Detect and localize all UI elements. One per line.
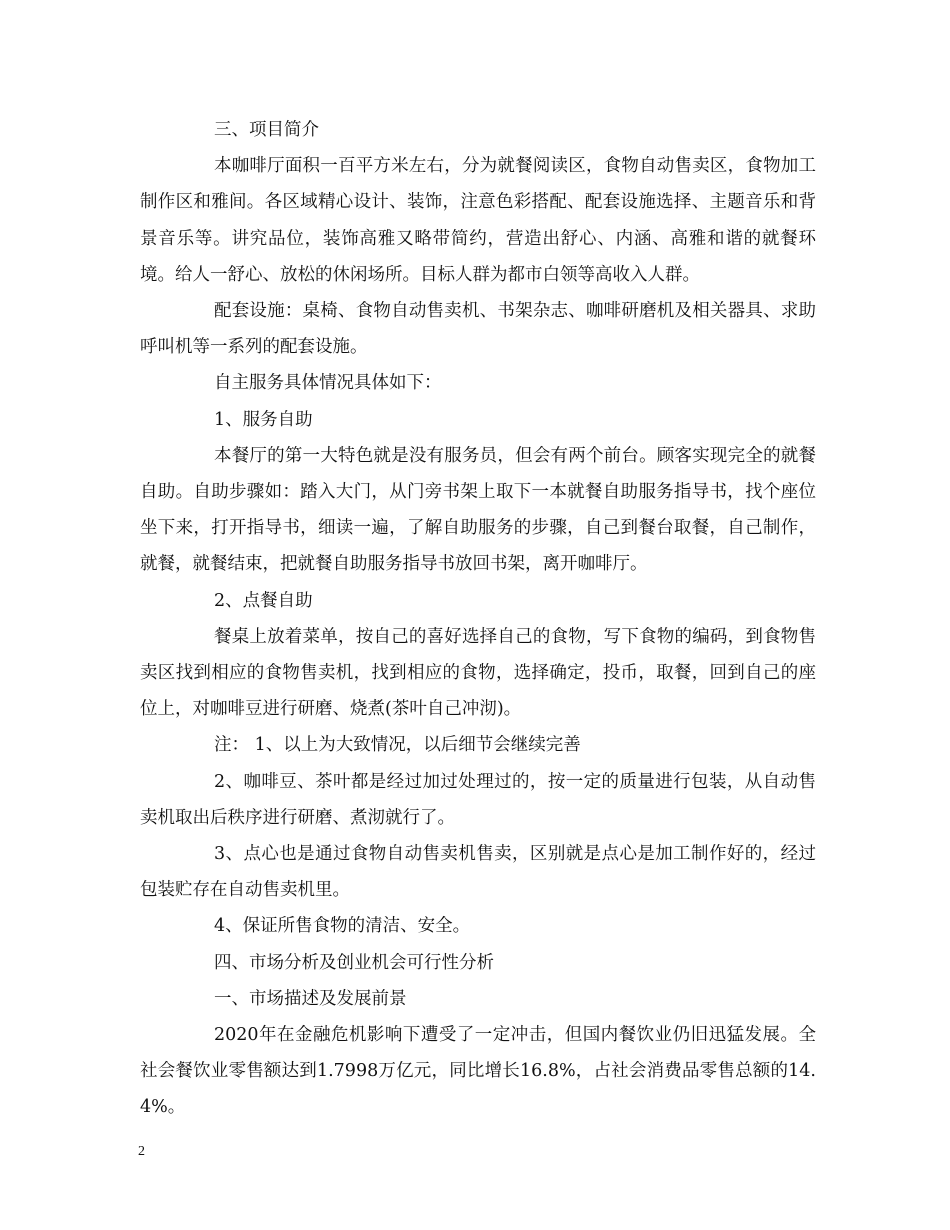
subheading-ordering-self-help: 2、点餐自助 — [214, 590, 313, 611]
paragraph-self-service-intro: 自主服务具体情况具体如下： — [214, 373, 442, 394]
note-item-4: 4、保证所售食物的清洁、安全。 — [214, 916, 471, 937]
paragraph-cafe-description: 本咖啡厅面积一百平方米左右，分为就餐阅读区，食物自动售卖区，食物加工制作区和雅间。各区域精心设计、装饰，注意色彩搭配、配套设施选择、主题音乐和背景音乐等。讲究品位，装饰高雅又略带简约，营造出舒心、内涵、高雅和谐的就餐环境。给人一舒心、放松的休闲场所。目标人群为都市白领等高收入人群。 — [140, 156, 816, 285]
paragraph-facilities: 配套设施：桌椅、食物自动售卖机、书架杂志、咖啡研磨机及相关器具、求助呼叫机等一系列的配套设施。 — [140, 301, 816, 358]
section-heading-market-analysis: 四、市场分析及创业机会可行性分析 — [214, 952, 494, 973]
subheading-service-self-help: 1、服务自助 — [214, 409, 313, 430]
section-heading-project-intro: 三、项目简介 — [214, 120, 319, 140]
paragraph-ordering-self-help: 餐桌上放着菜单，按自己的喜好选择自己的食物，写下食物的编码，到食物售卖区找到相应的食物售卖机，找到相应的食物，选择确定，投币，取餐，回到自己的座位上，对咖啡豆进行研磨、烧煮(茶叶自己冲沏)。 — [140, 626, 816, 720]
document-body — [140, 112, 816, 1126]
note-item-1: 注： 1、以上为大致情况，以后细节会继续完善 — [214, 735, 581, 756]
paragraph-market-statistics: 2020年在金融危机影响下遭受了一定冲击，但国内餐饮业仍旧迅猛发展。全社会餐饮业零售额达到1.7998万亿元，同比增长16.8%，占社会消费品零售总额的14.4%。 — [140, 1025, 816, 1118]
note-item-2: 2、咖啡豆、茶叶都是经过加过处理过的，按一定的质量进行包装，从自动售卖机取出后秩序进行研磨、煮沏就行了。 — [140, 771, 816, 828]
paragraph-service-self-help: 本餐厅的第一大特色就是没有服务员，但会有两个前台。顾客实现完全的就餐自助。自助步骤如：踏入大门，从门旁书架上取下一本就餐自助服务指导书，找个座位坐下来，打开指导书，细读一遍，了解自助服务的步骤，自己到餐台取餐，自己制作，就餐，就餐结束，把就餐自助服务指导书放回书架，离开咖啡厅。 — [140, 445, 816, 575]
subheading-market-description: 一、市场描述及发展前景 — [214, 988, 407, 1009]
note-item-3: 3、点心也是通过食物自动售卖机售卖，区别就是点心是加工制作好的，经过包装贮存在自动售卖机里。 — [140, 844, 816, 901]
page-number: 2 — [138, 1144, 145, 1159]
